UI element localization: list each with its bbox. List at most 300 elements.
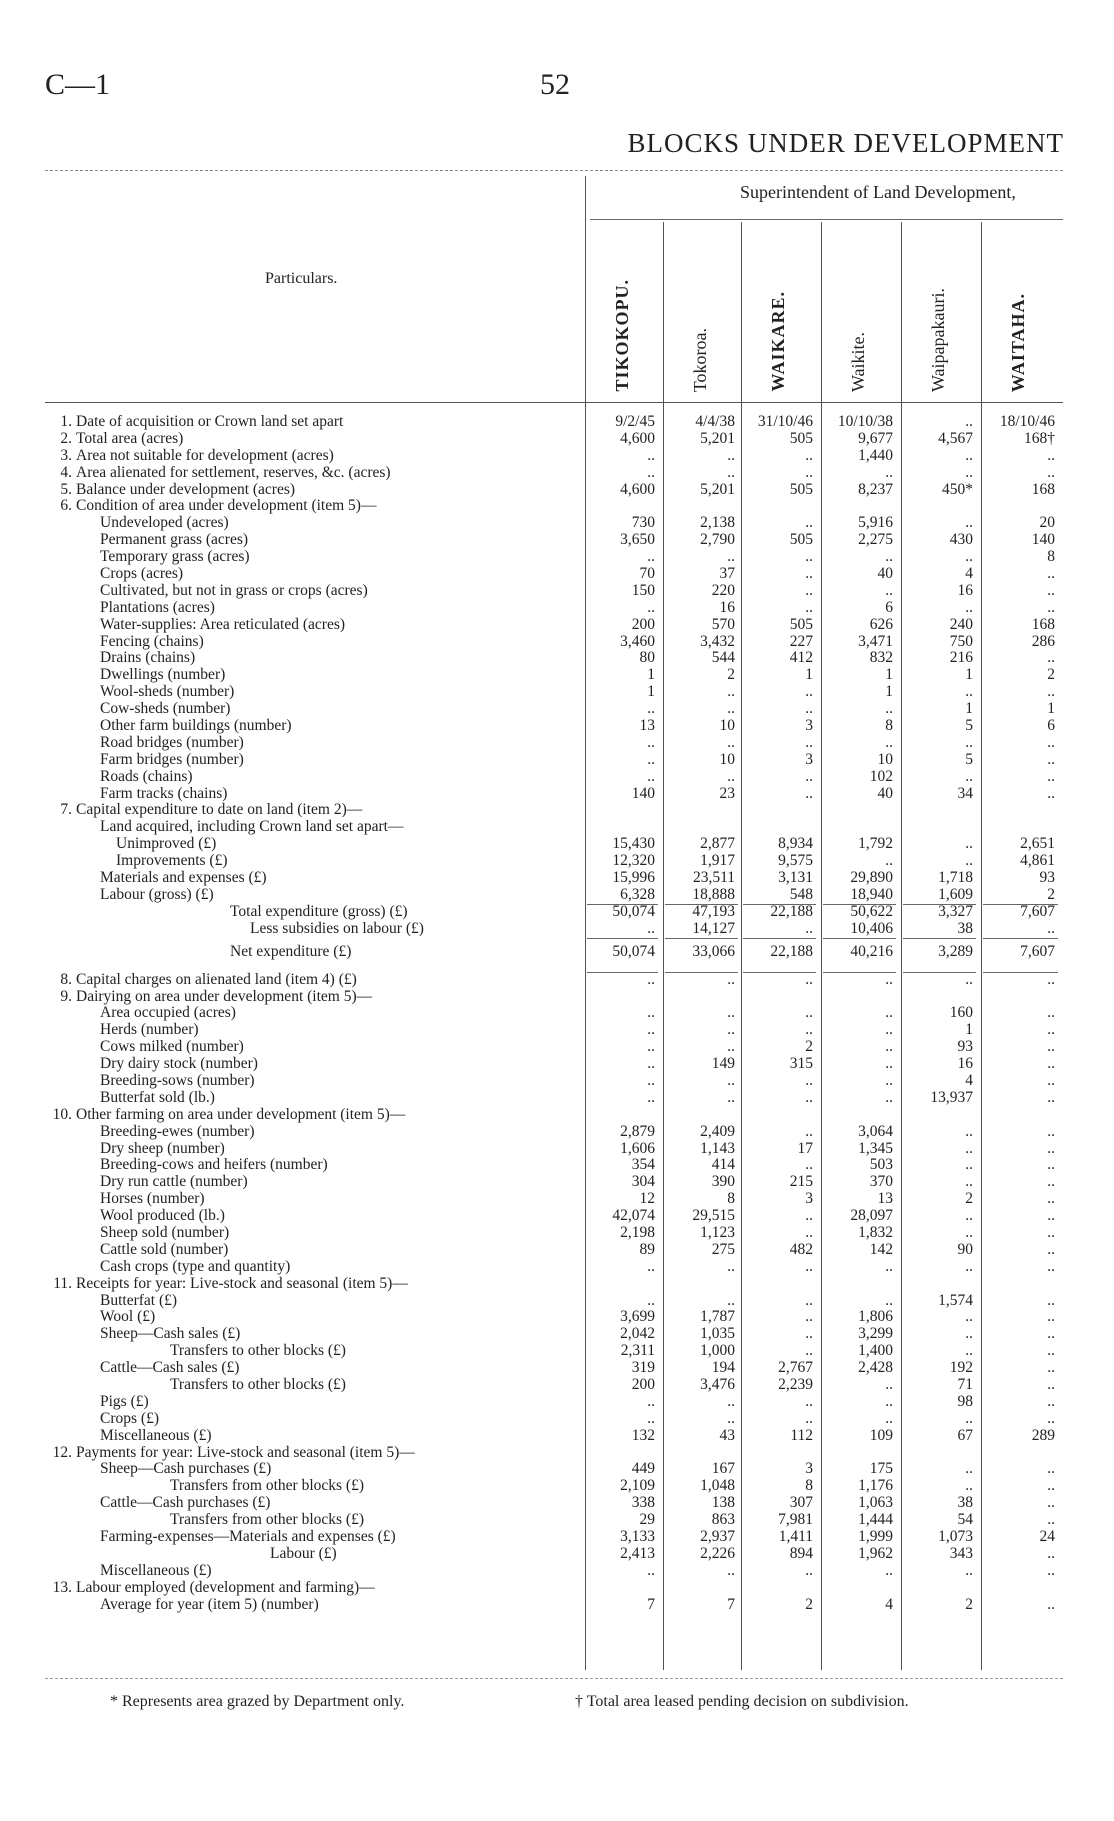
table-cell: 93: [1039, 869, 1055, 887]
table-cell: 7,607: [1020, 942, 1055, 960]
table-cell: ..: [805, 1207, 813, 1225]
table-cell: 548: [789, 885, 813, 903]
table-cell: ..: [965, 1308, 973, 1326]
table-cell: ..: [1047, 919, 1055, 937]
table-cell: 343: [949, 1544, 973, 1562]
row-label: Farm bridges (number): [100, 750, 244, 768]
table-cell: ..: [885, 1257, 893, 1275]
table-cell: 2: [965, 1595, 973, 1613]
table-cell: ..: [647, 1291, 655, 1309]
table-cell: 47,193: [692, 902, 735, 920]
table-row: [0, 1360, 1114, 1377]
table-cell: ..: [727, 767, 735, 785]
table-cell: ..: [965, 835, 973, 853]
table-cell: ..: [1047, 1325, 1055, 1343]
table-cell: 1,048: [700, 1477, 735, 1495]
row-label: Cattle—Cash sales (£): [100, 1359, 240, 1377]
table-cell: 40: [877, 565, 893, 583]
row-label: Labour employed (development and farming)—: [76, 1578, 375, 1596]
column-header: Waipapakauri.: [928, 287, 948, 392]
row-label: Sheep—Cash purchases (£): [100, 1460, 272, 1478]
row-label: Undeveloped (acres): [100, 514, 229, 532]
table-cell: 227: [789, 632, 813, 650]
table-cell: 14,127: [692, 919, 735, 937]
table-cell: 1: [965, 666, 973, 684]
table-row: [0, 465, 1114, 482]
table-cell: ..: [1047, 1494, 1055, 1512]
table-cell: 9,677: [858, 429, 893, 447]
table-cell: 1,917: [700, 852, 735, 870]
row-label: Transfers to other blocks (£): [170, 1342, 346, 1360]
table-cell: ..: [965, 733, 973, 751]
row-label: Breeding-cows and heifers (number): [100, 1156, 328, 1174]
table-row: [0, 1056, 1114, 1073]
table-row: [0, 566, 1114, 583]
table-cell: 2,877: [700, 835, 735, 853]
table-cell: 832: [869, 649, 893, 667]
table-cell: ..: [1047, 1021, 1055, 1039]
table-cell: 6: [885, 598, 893, 616]
table-cell: 2,226: [700, 1544, 735, 1562]
table-cell: 1,073: [938, 1528, 973, 1545]
table-cell: 2,651: [1020, 835, 1055, 853]
table-cell: ..: [885, 1055, 893, 1073]
row-label: Water-supplies: Area reticulated (acres): [100, 615, 346, 633]
table-cell: ..: [805, 1325, 813, 1343]
table-cell: 22,188: [770, 902, 813, 920]
table-cell: 8,934: [778, 835, 813, 853]
table-cell: ..: [965, 598, 973, 616]
table-cell: 22,188: [770, 942, 813, 960]
table-cell: 18,940: [850, 885, 893, 903]
table-row: [0, 836, 1114, 853]
table-row: [0, 1225, 1114, 1242]
table-cell: 1,440: [858, 446, 893, 464]
table-cell: 90: [957, 1240, 973, 1258]
table-cell: 2: [1047, 666, 1055, 684]
row-number: 2.: [60, 429, 72, 447]
table-row: [0, 1478, 1114, 1495]
table-row: [0, 482, 1114, 499]
table-cell: ..: [1047, 1308, 1055, 1326]
table-row: [0, 1546, 1114, 1563]
table-row: [0, 583, 1114, 600]
table-cell: ..: [727, 1038, 735, 1056]
table-cell: 430: [949, 531, 973, 549]
table-cell: ..: [727, 1561, 735, 1579]
table-cell: 319: [631, 1359, 655, 1377]
table-cell: 275: [711, 1240, 735, 1258]
table-cell: ..: [805, 514, 813, 532]
table-cell: 2: [805, 1595, 813, 1613]
table-cell: 7: [647, 1595, 655, 1613]
table-cell: 1,787: [700, 1308, 735, 1326]
row-label: Pigs (£): [100, 1392, 149, 1410]
table-cell: 2,790: [700, 531, 735, 549]
row-label: Butterfat sold (lb.): [100, 1088, 215, 1106]
table-cell: ..: [1047, 1392, 1055, 1410]
document-code: C—1: [45, 68, 111, 101]
table-cell: ..: [1047, 446, 1055, 464]
table-cell: 449: [631, 1460, 655, 1478]
table-cell: 132: [631, 1426, 655, 1444]
table-cell: 1,123: [700, 1223, 735, 1241]
table-cell: ..: [1047, 970, 1055, 988]
row-label: Wool-sheds (number): [100, 683, 235, 701]
row-label: Cattle sold (number): [100, 1240, 229, 1258]
table-cell: 71: [957, 1375, 973, 1393]
table-cell: 215: [789, 1173, 813, 1191]
table-cell: 1: [805, 666, 813, 684]
table-cell: ..: [965, 970, 973, 988]
table-cell: 98: [957, 1392, 973, 1410]
table-cell: 3: [805, 717, 813, 735]
table-cell: 2,198: [620, 1223, 655, 1241]
table-row: [0, 1157, 1114, 1174]
row-label: Labour (£): [270, 1544, 337, 1562]
table-cell: 67: [957, 1426, 973, 1444]
table-cell: 138: [711, 1494, 735, 1512]
table-row: [0, 819, 1114, 836]
table-cell: 3,289: [938, 942, 973, 960]
table-cell: 1,400: [858, 1342, 893, 1360]
table-cell: 4: [965, 565, 973, 583]
table-cell: 505: [789, 429, 813, 447]
table-row: [0, 1461, 1114, 1478]
table-cell: 505: [789, 615, 813, 633]
table-row: [0, 617, 1114, 634]
table-row: [0, 904, 1114, 921]
table-cell: 4,567: [938, 429, 973, 447]
table-cell: 28,097: [850, 1207, 893, 1225]
row-label: Fencing (chains): [100, 632, 204, 650]
table-cell: 2,311: [620, 1342, 655, 1360]
table-cell: 24: [1039, 1528, 1055, 1545]
table-row: [0, 921, 1114, 938]
table-cell: 894: [789, 1544, 813, 1562]
table-cell: 23,511: [692, 869, 735, 887]
table-row: [0, 938, 1114, 972]
table-cell: ..: [965, 1207, 973, 1225]
table-cell: ..: [727, 1409, 735, 1427]
table-cell: ..: [965, 548, 973, 566]
row-number: 7.: [60, 801, 72, 819]
table-cell: ..: [647, 1021, 655, 1039]
table-cell: ..: [965, 1342, 973, 1360]
table-cell: 2: [805, 1038, 813, 1056]
table-row: [0, 769, 1114, 786]
table-cell: ..: [1047, 581, 1055, 599]
table-row: [0, 600, 1114, 617]
table-cell: ..: [965, 767, 973, 785]
table-row: [0, 718, 1114, 735]
table-row: [0, 972, 1114, 989]
table-cell: 9/2/45: [615, 413, 655, 430]
table-cell: ..: [727, 1088, 735, 1106]
column-header: TIKOKOPU.: [612, 279, 632, 392]
table-cell: 570: [711, 615, 735, 633]
row-label: Dry dairy stock (number): [100, 1055, 258, 1073]
table-cell: 54: [957, 1511, 973, 1529]
table-row: [0, 515, 1114, 532]
table-cell: 286: [1031, 632, 1055, 650]
row-number: 9.: [60, 987, 72, 1005]
table-cell: 23: [719, 784, 735, 802]
table-cell: 42,074: [612, 1207, 655, 1225]
table-cell: ..: [727, 1392, 735, 1410]
row-label: Labour (gross) (£): [100, 885, 214, 903]
table-cell: 13: [639, 717, 655, 735]
table-cell: ..: [885, 1071, 893, 1089]
table-row: [0, 887, 1114, 904]
table-cell: 216: [949, 649, 973, 667]
table-cell: 33,066: [692, 942, 735, 960]
table-cell: ..: [885, 970, 893, 988]
table-cell: ..: [885, 733, 893, 751]
table-cell: 9,575: [778, 852, 813, 870]
table-cell: 5,201: [700, 429, 735, 447]
particulars-heading: Particulars.: [265, 270, 338, 287]
table-cell: ..: [965, 514, 973, 532]
table-cell: 3,133: [620, 1528, 655, 1545]
table-cell: 1: [885, 683, 893, 701]
table-cell: ..: [727, 970, 735, 988]
row-label: Condition of area under development (item 5)—: [76, 497, 377, 515]
table-row: [0, 752, 1114, 769]
table-cell: ..: [647, 700, 655, 718]
table-row: [0, 1428, 1114, 1445]
table-cell: 2: [965, 1190, 973, 1208]
table-row: [0, 853, 1114, 870]
row-number: 10.: [52, 1105, 72, 1123]
row-label: Dairying on area under development (item 5)—: [76, 987, 373, 1005]
table-cell: ..: [965, 1561, 973, 1579]
table-cell: 37: [719, 565, 735, 583]
table-cell: 412: [789, 649, 813, 667]
table-cell: 140: [631, 784, 655, 802]
row-label: Farming-expenses—Materials and expenses (£): [100, 1528, 396, 1545]
table-cell: ..: [727, 683, 735, 701]
column-header: WAIKARE.: [768, 291, 788, 392]
footnote-asterisk: * Represents area grazed by Department only.: [110, 1693, 405, 1710]
table-cell: 315: [789, 1055, 813, 1073]
table-cell: 8: [805, 1477, 813, 1495]
table-cell: 13: [877, 1190, 893, 1208]
table-cell: ..: [1047, 598, 1055, 616]
table-cell: 2,109: [620, 1477, 655, 1495]
table-cell: 390: [711, 1173, 735, 1191]
table-row: [0, 1512, 1114, 1529]
table-cell: ..: [965, 683, 973, 701]
row-label: Transfers from other blocks (£): [170, 1477, 364, 1495]
table-cell: 2: [1047, 885, 1055, 903]
table-cell: 544: [711, 649, 735, 667]
table-cell: 2,138: [700, 514, 735, 532]
table-cell: ..: [1047, 1071, 1055, 1089]
table-cell: 16: [719, 598, 735, 616]
table-cell: ..: [1047, 1173, 1055, 1191]
table-cell: ..: [805, 683, 813, 701]
row-label: Area alienated for settlement, reserves, &c. (acres): [76, 463, 391, 481]
table-cell: ..: [805, 1392, 813, 1410]
table-cell: 3: [805, 1190, 813, 1208]
footnote-dagger: † Total area leased pending decision on subdivision.: [575, 1693, 909, 1710]
table-cell: 8: [727, 1190, 735, 1208]
row-number: 13.: [52, 1578, 72, 1596]
table-cell: ..: [1047, 683, 1055, 701]
table-row: [0, 1445, 1114, 1462]
row-label: Total area (acres): [76, 429, 184, 447]
table-cell: ..: [647, 1561, 655, 1579]
table-cell: 2: [727, 666, 735, 684]
table-cell: ..: [885, 1375, 893, 1393]
table-cell: ..: [1047, 463, 1055, 481]
row-label: Other farm buildings (number): [100, 717, 292, 735]
table-cell: ..: [805, 1342, 813, 1360]
table-cell: 93: [957, 1038, 973, 1056]
table-cell: ..: [647, 548, 655, 566]
table-cell: 149: [711, 1055, 735, 1073]
table-cell: ..: [965, 1223, 973, 1241]
table-row: [0, 1343, 1114, 1360]
row-label: Crops (£): [100, 1409, 159, 1427]
table-cell: 304: [631, 1173, 655, 1191]
table-cell: ..: [727, 446, 735, 464]
table-cell: 29,515: [692, 1207, 735, 1225]
table-cell: 29,890: [850, 869, 893, 887]
row-label: Balance under development (acres): [76, 480, 296, 498]
table-cell: 370: [869, 1173, 893, 1191]
table-cell: ..: [727, 548, 735, 566]
column-header: WAITAHA.: [1008, 292, 1028, 392]
row-label: Herds (number): [100, 1021, 199, 1039]
row-label: Crops (acres): [100, 565, 184, 583]
table-cell: ..: [727, 1071, 735, 1089]
table-cell: ..: [965, 1156, 973, 1174]
table-cell: ..: [647, 1088, 655, 1106]
table-cell: 5: [965, 717, 973, 735]
row-label: Unimproved (£): [116, 835, 217, 853]
table-cell: ..: [965, 463, 973, 481]
table-cell: ..: [1047, 1477, 1055, 1495]
table-cell: ..: [805, 1156, 813, 1174]
table-cell: ..: [965, 1325, 973, 1343]
table-row: [0, 414, 1114, 431]
table-cell: 168†: [1024, 429, 1055, 447]
table-cell: ..: [647, 446, 655, 464]
table-cell: 29: [639, 1511, 655, 1529]
data-table: [0, 414, 1114, 1613]
table-cell: ..: [885, 1021, 893, 1039]
table-row: [0, 549, 1114, 566]
table-cell: 150: [631, 581, 655, 599]
table-row: [0, 1411, 1114, 1428]
table-row: [0, 1495, 1114, 1512]
table-cell: ..: [1047, 1240, 1055, 1258]
table-row: [0, 1005, 1114, 1022]
row-label: Cow-sheds (number): [100, 700, 231, 718]
table-cell: ..: [805, 1223, 813, 1241]
table-row: [0, 684, 1114, 701]
table-row: [0, 431, 1114, 448]
row-label: Materials and expenses (£): [100, 869, 267, 887]
table-cell: ..: [805, 463, 813, 481]
table-cell: ..: [727, 463, 735, 481]
table-cell: ..: [965, 852, 973, 870]
table-cell: ..: [805, 1257, 813, 1275]
row-label: Roads (chains): [100, 767, 193, 785]
table-cell: 220: [711, 581, 735, 599]
table-cell: 307: [789, 1494, 813, 1512]
row-number: 5.: [60, 480, 72, 498]
table-cell: ..: [647, 1257, 655, 1275]
table-row: [0, 634, 1114, 651]
table-cell: 3,699: [620, 1308, 655, 1326]
table-cell: ..: [805, 784, 813, 802]
table-cell: 20: [1039, 514, 1055, 532]
table-row: [0, 1377, 1114, 1394]
row-label: Transfers to other blocks (£): [170, 1375, 346, 1393]
table-cell: ..: [805, 1004, 813, 1022]
row-label: Net expenditure (£): [230, 942, 352, 960]
table-cell: 3,299: [858, 1325, 893, 1343]
table-row: [0, 650, 1114, 667]
table-cell: ..: [1047, 1207, 1055, 1225]
table-cell: 1,063: [858, 1494, 893, 1512]
table-cell: ..: [1047, 1595, 1055, 1613]
table-cell: 5: [965, 750, 973, 768]
row-label: Less subsidies on labour (£): [250, 919, 424, 937]
table-cell: 175: [869, 1460, 893, 1478]
table-cell: 4: [885, 1595, 893, 1613]
table-cell: 12,320: [612, 852, 655, 870]
table-cell: ..: [805, 767, 813, 785]
table-cell: ..: [647, 1004, 655, 1022]
table-cell: 200: [631, 615, 655, 633]
table-cell: ..: [1047, 1139, 1055, 1157]
table-cell: 450*: [942, 480, 973, 498]
table-row: [0, 1124, 1114, 1141]
table-cell: ..: [1047, 1291, 1055, 1309]
table-cell: ..: [647, 919, 655, 937]
table-row: [0, 786, 1114, 803]
table-cell: 1,792: [858, 835, 893, 853]
table-cell: 194: [711, 1359, 735, 1377]
table-cell: 38: [957, 919, 973, 937]
table-cell: ..: [727, 700, 735, 718]
table-cell: 4,600: [620, 429, 655, 447]
table-cell: ..: [1047, 1359, 1055, 1377]
table-cell: ..: [727, 733, 735, 751]
table-cell: 1: [965, 700, 973, 718]
table-cell: ..: [965, 1139, 973, 1157]
table-cell: ..: [805, 581, 813, 599]
row-label: Plantations (acres): [100, 598, 215, 616]
table-cell: ..: [1047, 1561, 1055, 1579]
table-cell: 40: [877, 784, 893, 802]
table-cell: 1: [647, 666, 655, 684]
table-cell: ..: [885, 548, 893, 566]
table-cell: 50,074: [612, 902, 655, 920]
table-cell: ..: [1047, 1055, 1055, 1073]
table-row: [0, 1276, 1114, 1293]
row-label: Average for year (item 5) (number): [100, 1595, 319, 1613]
table-cell: ..: [965, 1409, 973, 1427]
table-cell: 70: [639, 565, 655, 583]
table-cell: 50,074: [612, 942, 655, 960]
table-cell: ..: [1047, 750, 1055, 768]
table-cell: ..: [965, 1257, 973, 1275]
